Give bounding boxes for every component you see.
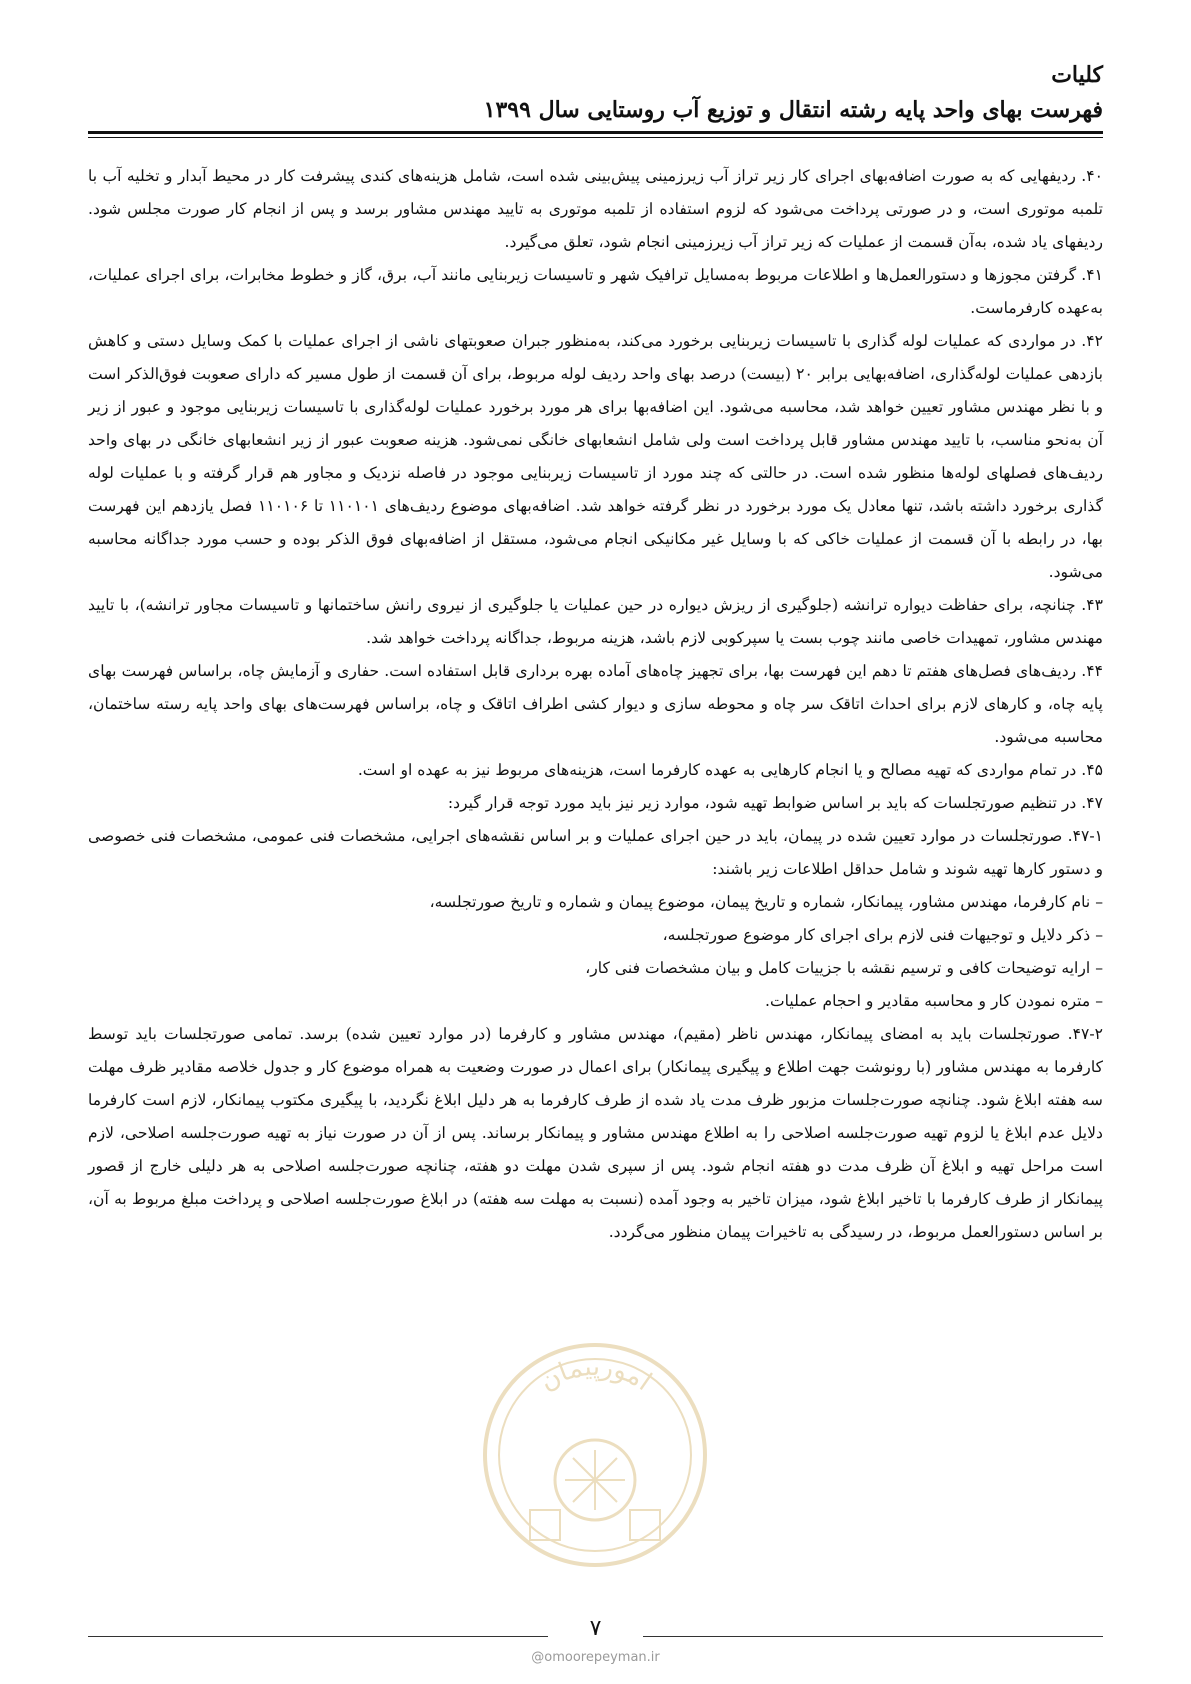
paragraph-47: ۴۷. در تنظیم صورتجلسات که باید بر اساس ضوابط تهیه شود، موارد زیر نیز باید مورد توجه قرار گیرد: xyxy=(447,794,1103,812)
footer-rule-right xyxy=(643,1636,1103,1637)
paragraph-47-1: ۴۷-۱. صورتجلسات در موارد تعیین شده در پیمان، باید در حین اجرای عملیات و بر اساس نقشه‌های اجرایی، مشخصات فنی عمومی، مشخصات فنی خصوصی و دستور کارها تهیه شوند و شامل حداقل اطلاعات زیر باشند: xyxy=(88,827,1103,878)
header-rule-thin xyxy=(88,137,1103,138)
paragraph-43: ۴۳. چنانچه، برای حفاظت دیواره ترانشه (جلوگیری از ریزش دیواره در حین عملیات یا جلوگیری از نیروی رانش ساختمانها و تاسیسات مجاور ترانشه)، با تایید مهندس مشاور، تمهیدات خاصی مانند چوب بست یا سپرکوبی لازم باشد، هزینه مربوط، جداگانه پرداخت خواهد شد. xyxy=(88,596,1103,647)
bullet-item: – نام کارفرما، مهندس مشاور، پیمانکار، شماره و تاریخ پیمان، موضوع پیمان و شماره و تاریخ صورتجلسه، xyxy=(429,893,1103,911)
document-body xyxy=(88,160,1103,1249)
bullet-item: – ذکر دلایل و توجیهات فنی لازم برای اجرای کار موضوع صورتجلسه، xyxy=(662,926,1103,944)
bullet-item: – ارایه توضیحات کافی و ترسیم نقشه با جزییات کامل و بیان مشخصات فنی کار، xyxy=(585,959,1103,977)
seal-text: امورپیمان xyxy=(534,1351,657,1398)
header-rule-thick xyxy=(88,131,1103,134)
page-number: ۷ xyxy=(589,1616,602,1641)
seal-icon xyxy=(470,1330,720,1580)
paragraph-42: ۴۲. در مواردی که عملیات لوله گذاری با تاسیسات زیربنایی برخورد می‌کند، به‌منظور جبران صعوبتهای ناشی از اجرای عملیات با کمک وسایل دستی و کاهش بازدهی عملیات لوله‌گذاری، اضافه‌بهایی برابر ۲۰ (بیست) درصد بهای واحد ردیف لوله مربوط، برای آن قسمت از طول مسیر که دارای صعوبت فوق‌الذکر است و با نظر مهندس مشاور تعیین خواهد شد، محاسبه می‌شود. این اضافه‌بها برای هر مورد برخورد عملیات لوله‌گذاری با تاسیسات زیربنایی موجود و عبور از زیر آن به‌نحو مناسب، با تایید مهندس مشاور قابل پرداخت است ولی شامل انشعابهای خانگی نمی‌شود. هزینه صعوبت عبور از زیر انشعابهای خانگی در بهای واحد ردیف‌های فصلهای لوله‌ها منظور شده است. در حالتی که چند مورد از تاسیسات زیربنایی موجود در فاصله نزدیک و مجاور هم قرار گرفته و با عملیات لوله گذاری برخورد داشته باشد، تنها معادل یک مورد برخورد در نظر گرفته خواهد شد. اضافه‌بهای موضوع ردیف‌های ۱۱۰۱۰۱ تا ۱۱۰۱۰۶ فصل یازدهم این فهرست بها، در رابطه با آن قسمت از عملیات خاکی که با وسایل غیر مکانیکی انجام می‌شود، مستقل از اضافه‌بهای فوق الذکر بوده و حسب مورد جداگانه محاسبه می‌شود. xyxy=(88,332,1104,581)
paragraph-47-2: ۴۷-۲. صورتجلسات باید به امضای پیمانکار، مهندس ناظر (مقیم)، مهندس مشاور و کارفرما (در موارد تعیین شده) برسد. تمامی صورتجلسات باید توسط کارفرما به مهندس مشاور (با رونوشت جهت اطلاع و پیگیری پیمانکار) برای اعمال در صورت وضعیت به همراه موضوع کار و جدول خلاصه مقادیر ظرف مهلت سه هفته ابلاغ شود. چنانچه صورت‌جلسات مزبور ظرف مدت یاد شده از طرف کارفرما به هر دلیل ابلاغ نگردید، با پیگیری مکتوب پیمانکار، لازم است کارفرما دلایل عدم ابلاغ یا لزوم تهیه صورت‌جلسه اصلاحی را به اطلاع مهندس مشاور و پیمانکار برساند. پس از آن در صورت نیاز به تهیه صورت‌جلسه اصلاحی، لازم است مراحل تهیه و ابلاغ آن ظرف مدت دو هفته انجام شود. پس از سپری شدن مهلت دو هفته، چنانچه صورت‌جلسه اصلاحی به هر دلیلی خارج از قصور پیمانکار از طرف کارفرما با تاخیر ابلاغ شود، میزان تاخیر به وجود آمده (نسبت به مهلت سه هفته) در ابلاغ صورت‌جلسه اصلاحی و پرداخت مبلغ مربوط به آن، بر اساس دستورالعمل مربوط، در رسیدگی به تاخیرات پیمان منظور می‌گردد. xyxy=(88,1025,1103,1241)
paragraph-44: ۴۴. ردیف‌های فصل‌های هفتم تا دهم این فهرست بها، برای تجهیز چاه‌های آماده بهره برداری قابل استفاده است. حفاری و آزمایش چاه، براساس فهرست بهای پایه چاه، و کارهای لازم برای احداث اتاقک سر چاه و محوطه سازی و دیوار کشی اطراف اتاقک و چاه، براساس فهرست‌های بهای واحد پایه رسته ساختمان، محاسبه می‌شود. xyxy=(88,662,1103,746)
bullet-item: – متره نمودن کار و محاسبه مقادیر و احجام عملیات. xyxy=(764,992,1103,1010)
svg-text:امورپیمان xyxy=(534,1352,656,1397)
paragraph-40: ۴۰. ردیفهایی که به صورت اضافه‌بهای اجرای کار زیر تراز آب زیرزمینی پیش‌بینی شده است، شامل هزینه‌های کندی پیشرفت کار در محیط آبدار و تخلیه آب با تلمبه موتوری است، و در صورتی پرداخت می‌شود که لزوم استفاده از تلمبه موتوری به تایید مهندس مشاور برسد و پس از انجام کار صورت مجلس شود. ردیفهای یاد شده، به‌آن قسمت از عملیات که زیر تراز آب زیرزمینی انجام شود، تعلق می‌گیرد. xyxy=(88,167,1103,251)
footer-rule-left xyxy=(88,1636,548,1637)
paragraph-45: ۴۵. در تمام مواردی که تهیه مصالح و یا انجام کارهایی به عهده کارفرما است، هزینه‌های مربوط نیز به عهده او است. xyxy=(357,761,1103,779)
website-watermark: @omoorepeyman.ir xyxy=(531,1650,660,1665)
paragraph-41: ۴۱. گرفتن مجوزها و دستورالعمل‌ها و اطلاعات مربوط به‌مسایل ترافیک شهر و تاسیسات زیربنایی مانند آب، برق، گاز و خطوط مخابرات، برای اجرای عملیات، به‌عهده کارفرماست. xyxy=(88,266,1103,317)
section-title: کلیات xyxy=(1051,62,1103,88)
document-subtitle: فهرست بهای واحد پایه رشته انتقال و توزیع آب روستایی سال ۱۳۹۹ xyxy=(483,97,1103,123)
